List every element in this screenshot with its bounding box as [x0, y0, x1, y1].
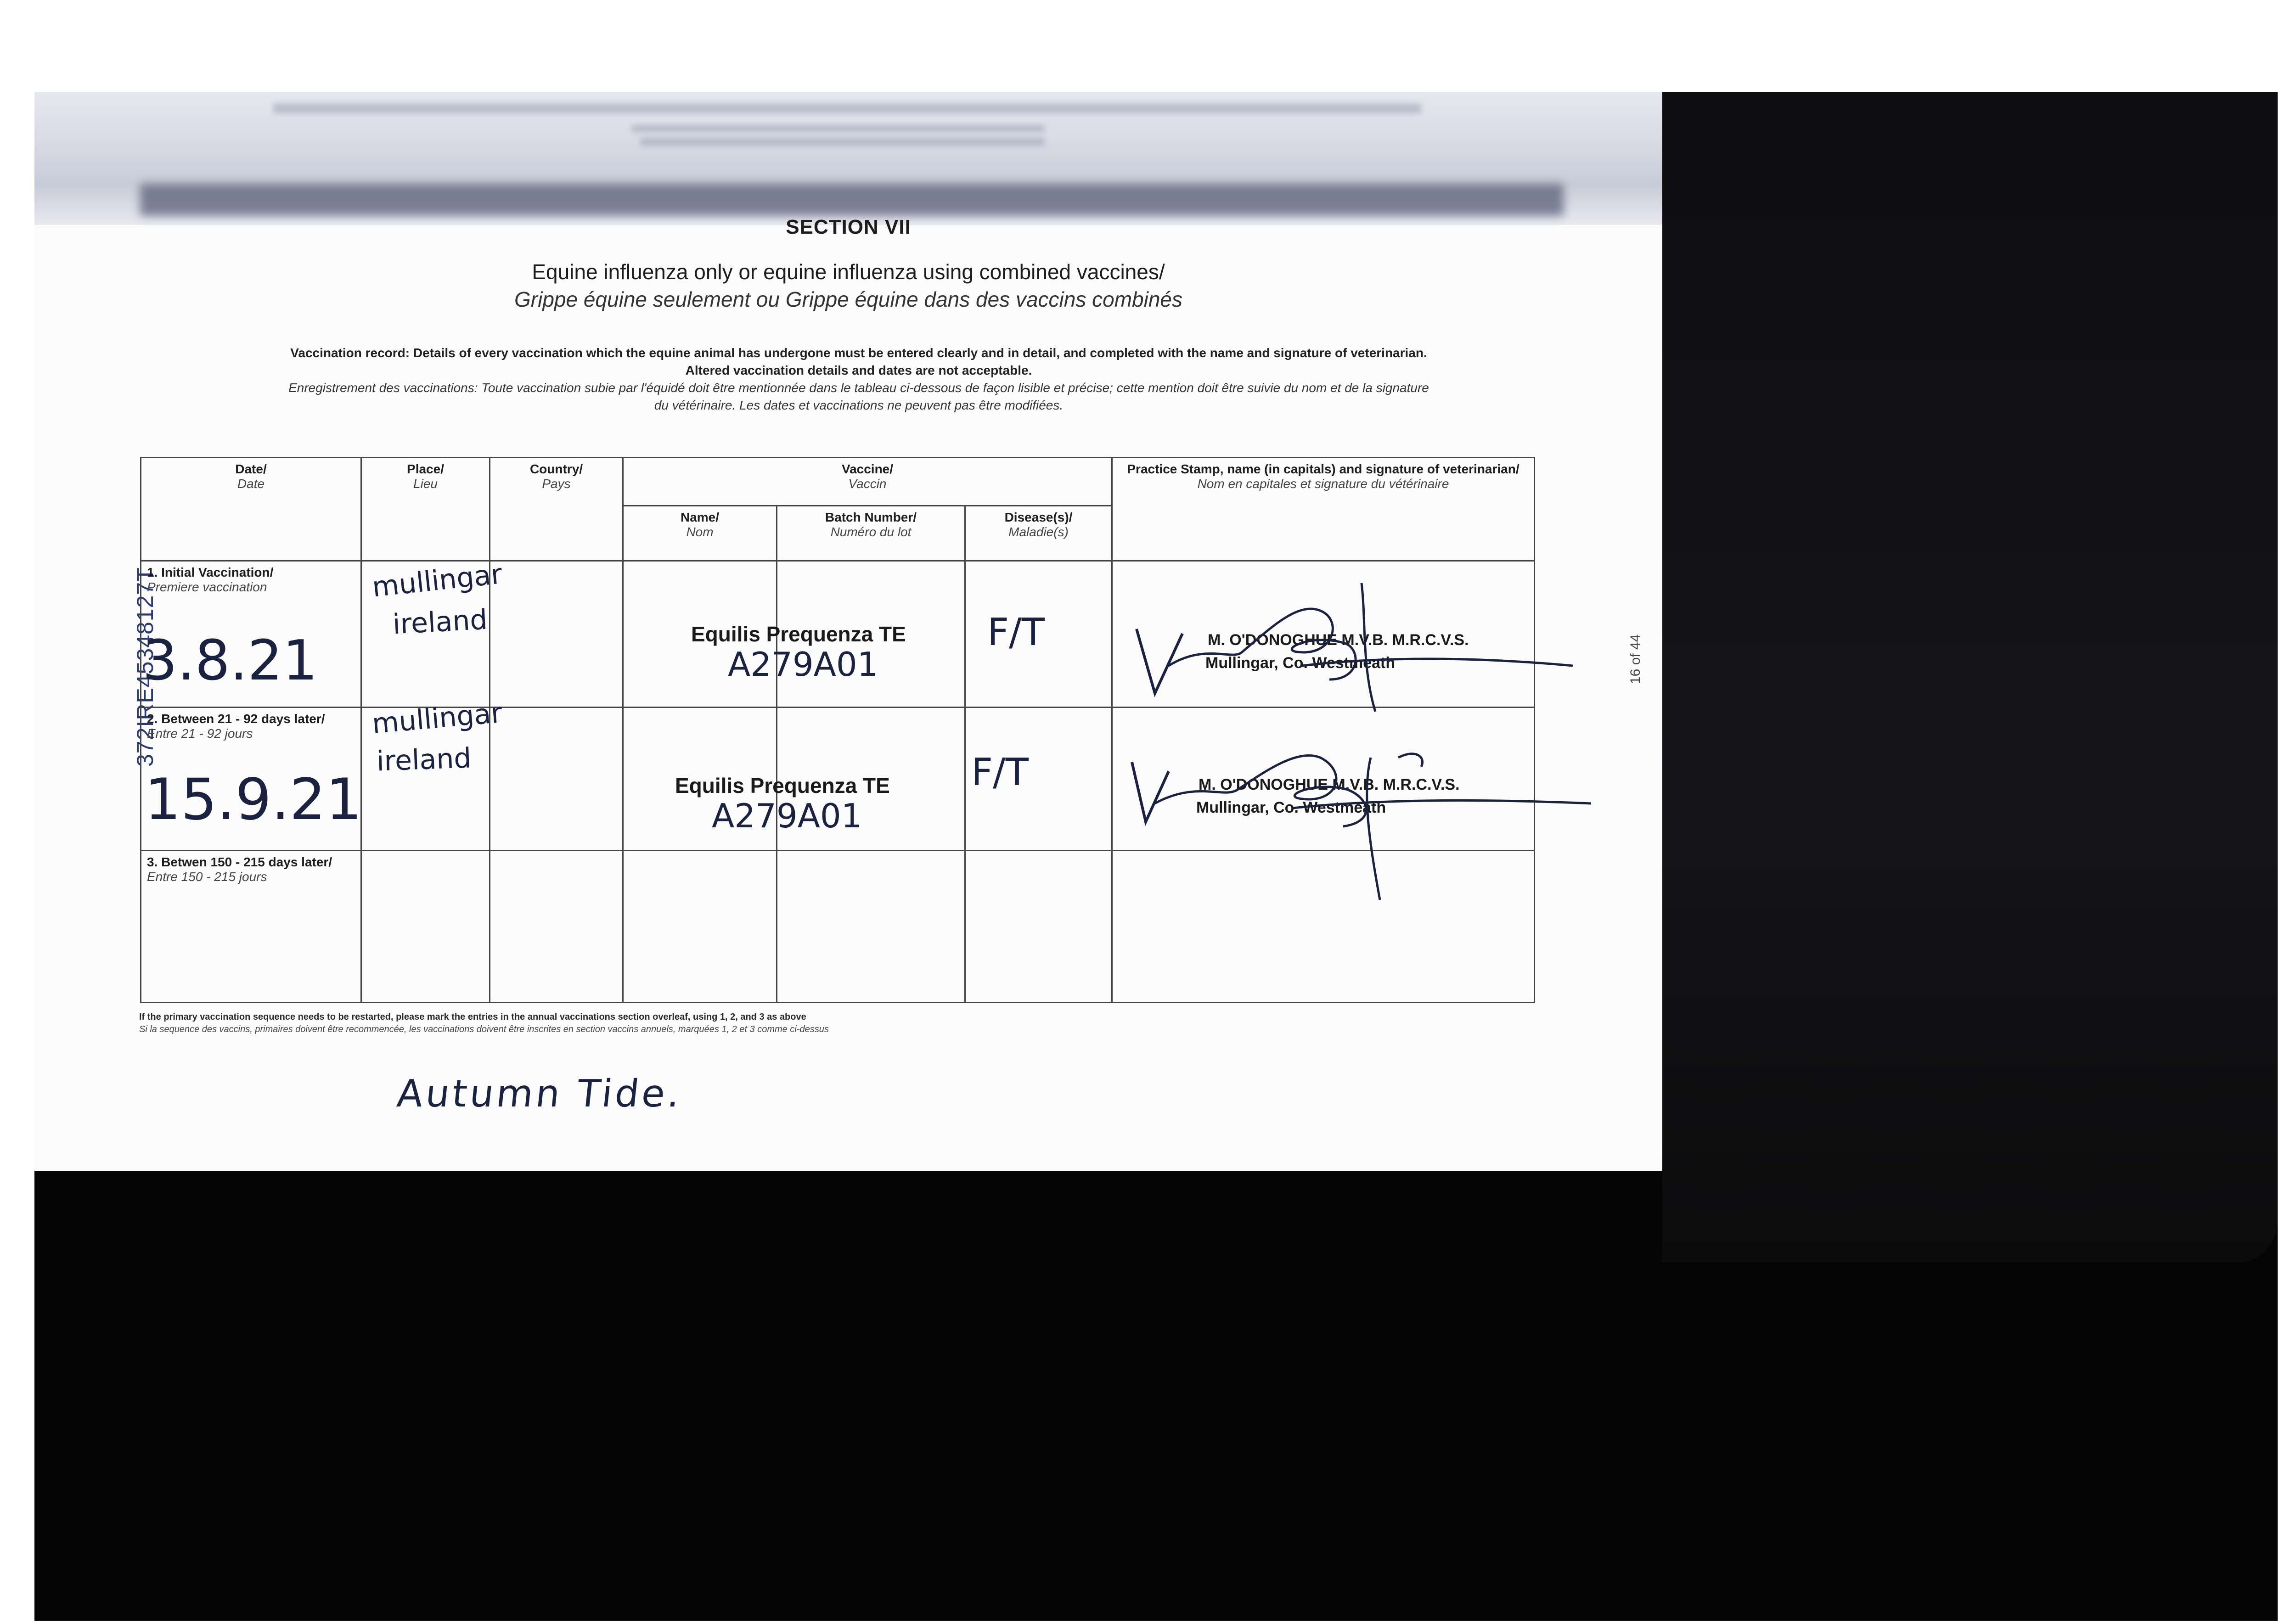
page-number: 16 of 44: [1628, 634, 1643, 684]
instructions-en-2: Altered vaccination details and dates are not acceptable.: [685, 363, 1032, 377]
row2-disease: F/T: [971, 751, 1029, 794]
header-date: Date/ Date: [141, 458, 361, 561]
row2-vaccine-name: Equilis Prequenza TE: [675, 774, 890, 797]
cell-place: [361, 851, 490, 1003]
row-label: 1. Initial Vaccination/ Premiere vaccination: [141, 561, 361, 708]
header-vaccine: Vaccine/ Vaccin: [623, 458, 1112, 506]
instructions: [140, 344, 1577, 414]
cell-vaccine-name: [623, 851, 777, 1003]
cell-disease: [965, 851, 1112, 1003]
footnote-en: If the primary vaccination sequence needs to be restarted, please mark the entries in the annual vaccinations section overleaf, using 1, 2, and 3 as above: [139, 1012, 806, 1022]
row1-stamp-location: Mullingar, Co. Westmeath: [1205, 654, 1396, 672]
booklet-cover: [1662, 92, 2278, 1263]
instructions-en-1: Vaccination record: Details of every vaccination which the equine animal has undergone must be entered clearly and in detail, and completed with the name and signature of veterinarian.: [290, 346, 1427, 360]
header-place: Place/ Lieu: [361, 458, 490, 561]
row1-vet-signature-icon: [1104, 574, 1609, 725]
header-diseases: Disease(s)/ Maladie(s): [965, 506, 1112, 561]
header-vaccine-name: Name/ Nom: [623, 506, 777, 561]
cell-batch: [777, 851, 965, 1003]
main-title-fr: Grippe équine seulement ou Grippe équine dans des vaccins combinés: [514, 287, 1182, 311]
cell-country: [490, 561, 623, 708]
row2-stamp-location: Mullingar, Co. Westmeath: [1196, 799, 1386, 816]
header-batch-number: Batch Number/ Numéro du lot: [777, 506, 965, 561]
header-row: [141, 458, 1535, 506]
row1-place: mullingar: [371, 558, 504, 604]
instructions-fr-2: du vétérinaire. Les dates et vaccinations ne peuvent pas être modifiées.: [654, 398, 1064, 412]
horse-name: Autumn Tide.: [395, 1072, 685, 1116]
row1-date: 3.8.21: [142, 629, 318, 693]
row2-batch: A279A01: [712, 797, 862, 835]
instructions-fr-1: Enregistrement des vaccinations: Toute vaccination subie par l'équidé doit être mentionnée dans le tableau ci-dessous de façon lisible et précise; cette mention doit être suivie du nom et de la signature: [288, 381, 1429, 395]
row-label: 2. Between 21 - 92 days later/ Entre 21 - 92 jours: [141, 707, 361, 851]
header-practice-stamp: Practice Stamp, name (in capitals) and signature of veterinarian/ Nom en capitales et signature du vétérinaire: [1112, 458, 1535, 561]
header-country: Country/ Pays: [490, 458, 623, 561]
row2-country: ireland: [376, 742, 472, 778]
facing-page-title-blur: [140, 184, 1564, 216]
cell-country: [490, 707, 623, 851]
row2-place: mullingar: [371, 696, 504, 741]
page-id: 372IRE45348127T: [132, 567, 158, 767]
row1-stamp-name: M. O'DONOGHUE M.V.B. M.R.C.V.S.: [1208, 631, 1469, 649]
section-title: SECTION VII: [786, 216, 911, 238]
row-label: 3. Betwen 150 - 215 days later/ Entre 150 - 215 jours: [141, 851, 361, 1003]
row2-stamp-name: M. O'DONOGHUE M.V.B. M.R.C.V.S.: [1199, 776, 1460, 793]
row2-vet-signature-icon: [1104, 730, 1609, 914]
footnote: [139, 1011, 1563, 1036]
footnote-fr: Si la sequence des vaccins, primaires doivent être recommencée, les vaccinations doivent être inscrites en section vaccins annuels, marquées 1, 2 et 3 comme ci-dessus: [139, 1024, 829, 1034]
row1-country: ireland: [392, 603, 489, 641]
row1-disease: F/T: [987, 611, 1045, 654]
row1-batch: A279A01: [728, 645, 878, 684]
row1-vaccine-name: Equilis Prequenza TE: [691, 622, 906, 646]
main-title: Equine influenza only or equine influenza using combined vaccines/: [532, 260, 1165, 284]
passport-page: [34, 92, 1662, 1171]
row2-date: 15.9.21: [145, 767, 362, 833]
cell-country: [490, 851, 623, 1003]
